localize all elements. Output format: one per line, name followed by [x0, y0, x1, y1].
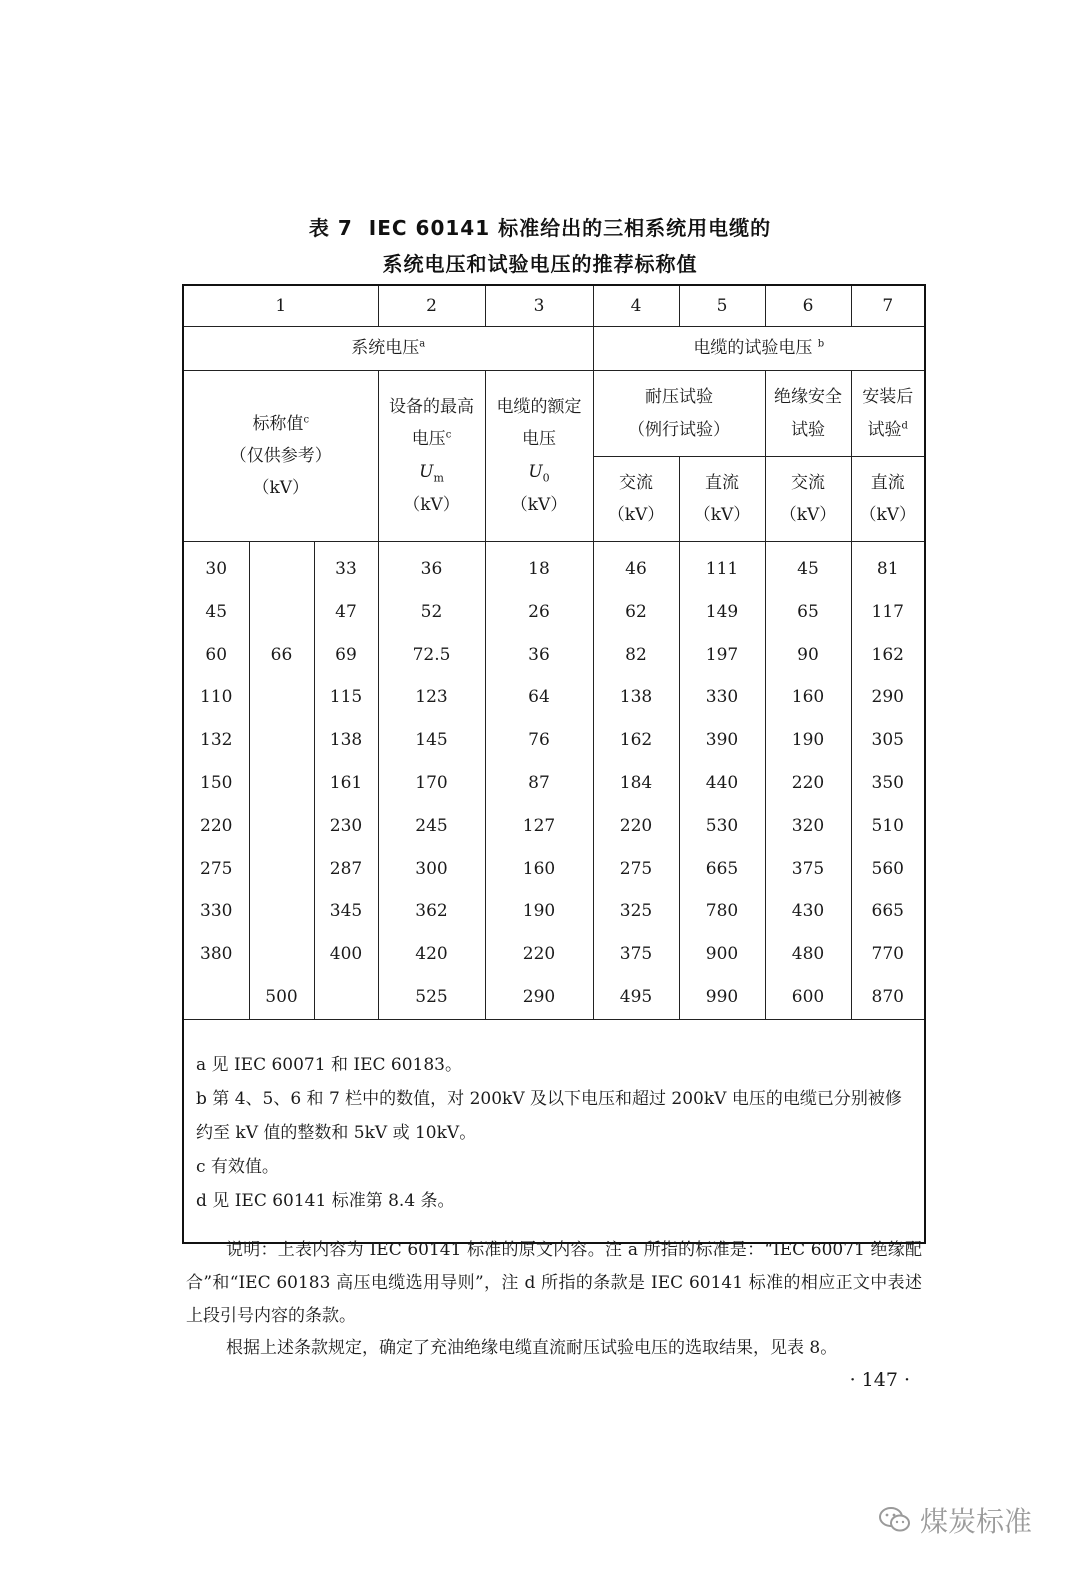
rated-voltage-label: 电缆的额定	[496, 396, 582, 417]
table-title-text: IEC 60141 标准给出的三相系统用电缆的	[368, 216, 772, 240]
header-row-1	[183, 371, 925, 457]
table-cell: 115	[329, 687, 363, 708]
max-voltage-label-2: 电压	[411, 429, 446, 450]
col-number-7: 7	[851, 285, 925, 327]
table-notes	[183, 1019, 925, 1243]
table-cell: 82	[625, 644, 647, 665]
explanation-paragraph: 说明：上表内容为 IEC 60141 标准的原文内容。注 a 所指的标准是：“IEC 60071 绝缘配合”和“IEC 60183 高压电缆选用导则”，注 d 所指的条款是 IEC 60141 标准的相应正文中表述上段引号内容的条款。	[186, 1240, 922, 1326]
table-cell: 117	[871, 601, 904, 622]
table-cell: 510	[871, 815, 904, 836]
table-cell: 138	[329, 730, 363, 751]
col-nominal-b	[249, 542, 314, 1020]
col-withstand-ac	[593, 542, 679, 1020]
sub-dc-7	[851, 457, 925, 542]
after-install-label: 安装后	[862, 387, 914, 408]
col-rated-voltage	[485, 542, 593, 1020]
table-cell: 220	[522, 944, 556, 965]
nominal-note: （仅供参考）	[229, 445, 332, 466]
table-cell: 52	[420, 601, 443, 622]
table-cell: 60	[205, 644, 228, 665]
watermark	[878, 1500, 1032, 1540]
col-number-4: 4	[593, 285, 679, 327]
table-cell: 66	[270, 644, 293, 665]
table-body-row	[183, 542, 925, 1020]
footnote-mark-b: b	[817, 338, 825, 350]
table-cell: 230	[329, 815, 363, 836]
col-nominal-a	[183, 542, 249, 1020]
table-cell: 220	[791, 772, 825, 793]
col-number-5: 5	[679, 285, 765, 327]
table-cell: 665	[871, 901, 904, 922]
table-cell: 26	[528, 601, 550, 622]
column-number-row	[183, 285, 925, 327]
table-cell: 138	[619, 687, 653, 708]
table-cell: 390	[705, 730, 739, 751]
table-cell: 36	[420, 559, 443, 579]
unit-label: （kV）	[859, 505, 917, 525]
table-cell	[250, 548, 314, 591]
header-after-install	[851, 371, 925, 457]
table-cell: 110	[200, 687, 233, 708]
table-cell: 990	[705, 986, 739, 1007]
table-cell: 149	[705, 601, 739, 622]
footnote-mark-c2: c	[445, 429, 452, 441]
table-cell: 287	[329, 858, 363, 879]
table-cell: 290	[871, 687, 904, 708]
note-a: a 见 IEC 60071 和 IEC 60183。	[196, 1054, 462, 1075]
table-cell: 197	[705, 644, 739, 665]
table-cell: 345	[329, 901, 363, 922]
table-cell: 870	[871, 986, 904, 1007]
watermark-text: 煤炭标准	[920, 1505, 1033, 1538]
rated-voltage-unit: （kV）	[510, 494, 568, 515]
header-insulation	[765, 371, 851, 457]
table-cell: 325	[619, 901, 653, 922]
table-title-line1	[0, 212, 1080, 241]
table-cell: 290	[522, 986, 556, 1007]
sub-ac-6	[765, 457, 851, 542]
conclusion-paragraph: 根据上述条款规定，确定了充油绝缘电缆直流耐压试验电压的选取结果，见表 8。	[226, 1338, 838, 1358]
table-cell: 190	[522, 901, 556, 922]
table-cell: 530	[705, 815, 739, 836]
footnote-mark-c: c	[303, 413, 310, 425]
table-cell: 132	[200, 730, 233, 751]
voltage-table	[182, 284, 926, 1244]
insulation-label: 绝缘安全	[774, 387, 842, 408]
note-d: d 见 IEC 60141 标准第 8.4 条。	[196, 1190, 455, 1211]
dc-label: 直流	[870, 472, 905, 493]
col-number-1: 1	[183, 285, 378, 327]
table-cell: 500	[265, 986, 298, 1007]
table-cell	[250, 719, 314, 762]
table-cell	[250, 762, 314, 805]
sub-ac-4	[593, 457, 679, 542]
symbol-um-sub: m	[433, 470, 444, 484]
col-number-2: 2	[378, 285, 485, 327]
header-rated-voltage	[485, 371, 593, 542]
table-cell: 375	[791, 858, 825, 879]
col-number-6: 6	[765, 285, 851, 327]
footnote-mark-a: a	[419, 338, 426, 350]
table-cell: 46	[625, 559, 647, 579]
table-cell	[184, 976, 249, 1019]
unit-label: （kV）	[693, 505, 751, 525]
table-cell: 150	[200, 772, 233, 793]
table-cell: 123	[415, 687, 448, 708]
insulation-label-2: 试验	[791, 419, 825, 440]
table-cell: 170	[415, 772, 448, 793]
col-max-voltage	[378, 542, 485, 1020]
table-cell	[250, 805, 314, 848]
ac-label: 交流	[791, 472, 825, 493]
table-cell: 300	[415, 858, 448, 879]
page-number: · 147 ·	[849, 1369, 910, 1391]
header-max-voltage	[378, 371, 485, 542]
table-cell: 69	[335, 644, 357, 665]
table-cell: 162	[871, 644, 904, 665]
col-insulation-ac	[765, 542, 851, 1020]
table-cell: 220	[200, 815, 233, 836]
table-cell: 350	[871, 772, 904, 793]
table-number: 表 7	[308, 216, 353, 240]
table-cell: 87	[528, 772, 550, 793]
rated-voltage-label-2: 电压	[522, 429, 556, 450]
table-cell: 160	[522, 858, 556, 879]
nominal-label: 标称值	[252, 413, 304, 434]
group-system-label: 系统电压	[351, 338, 420, 359]
table-cell	[315, 976, 378, 1019]
table-cell: 90	[797, 644, 819, 665]
table-cell: 780	[705, 901, 739, 922]
table-cell: 430	[791, 901, 825, 922]
group-system-voltage	[183, 327, 593, 371]
table-cell: 36	[528, 644, 550, 665]
table-cell: 305	[871, 730, 904, 751]
notes-row	[183, 1019, 925, 1243]
table-cell: 600	[791, 986, 825, 1007]
symbol-um: U	[419, 461, 434, 482]
table-cell: 145	[415, 730, 448, 751]
table-cell: 495	[619, 986, 653, 1007]
table-cell: 330	[200, 901, 233, 922]
after-install-label-2: 试验	[867, 419, 902, 440]
table-cell: 362	[415, 901, 448, 922]
table-cell: 420	[415, 944, 448, 965]
table-cell: 18	[528, 559, 550, 579]
table-cell: 375	[619, 944, 653, 965]
col-nominal-c	[314, 542, 378, 1020]
table-cell: 45	[205, 601, 228, 622]
table-cell: 62	[625, 601, 647, 622]
wechat-logo-icon	[878, 1506, 912, 1534]
note-b: b 第 4、5、6 和 7 栏中的数值，对 200kV 及以下电压和超过 200kV 电压的电缆已分别被修约至 kV 值的整数和 5kV 或 10kV。	[196, 1088, 902, 1143]
table-cell: 245	[415, 815, 448, 836]
table-cell: 81	[876, 559, 899, 579]
table-cell: 47	[335, 601, 357, 622]
table-cell: 330	[705, 687, 739, 708]
table-cell	[250, 933, 314, 976]
table-cell: 162	[619, 730, 653, 751]
table-cell: 160	[791, 687, 825, 708]
dc-label: 直流	[705, 472, 739, 493]
ac-label: 交流	[619, 472, 653, 493]
table-cell: 45	[797, 559, 819, 579]
table-cell: 64	[528, 687, 550, 708]
table-cell: 184	[619, 772, 653, 793]
table-cell	[250, 676, 314, 719]
col-after-install-dc	[851, 542, 925, 1020]
withstand-label: 耐压试验	[645, 387, 713, 408]
sub-dc-5	[679, 457, 765, 542]
table-title-line2: 系统电压和试验电压的推荐标称值	[382, 252, 698, 276]
table-cell: 275	[619, 858, 653, 879]
table-cell: 770	[871, 944, 904, 965]
withstand-note: （例行试验）	[628, 419, 730, 440]
header-nominal	[183, 371, 378, 542]
table-cell: 33	[335, 559, 357, 579]
table-cell: 560	[871, 858, 904, 879]
table-cell: 320	[791, 815, 825, 836]
unit-label: （kV）	[607, 505, 665, 525]
table-cell	[250, 591, 314, 634]
footnote-mark-d: d	[901, 419, 908, 431]
symbol-u0: U	[528, 461, 543, 482]
table-cell: 900	[705, 944, 739, 965]
table-cell: 480	[791, 944, 825, 965]
table-cell: 190	[791, 730, 825, 751]
table-cell: 275	[200, 858, 233, 879]
table-cell	[250, 848, 314, 891]
header-withstand	[593, 371, 765, 457]
table-cell: 65	[797, 601, 819, 622]
group-test-label: 电缆的试验电压	[693, 338, 813, 359]
table-cell: 380	[200, 944, 233, 965]
table-cell: 111	[705, 559, 739, 579]
table-cell: 220	[619, 815, 653, 836]
table-cell	[250, 890, 314, 933]
unit-label: （kV）	[779, 505, 837, 525]
table-cell: 30	[205, 559, 228, 579]
table-cell: 525	[415, 986, 448, 1007]
note-c: c 有效值。	[196, 1156, 279, 1177]
max-voltage-label: 设备的最高	[389, 396, 474, 417]
group-header-row	[183, 327, 925, 371]
group-test-voltage	[593, 327, 925, 371]
col-withstand-dc	[679, 542, 765, 1020]
table-cell: 76	[528, 730, 550, 751]
max-voltage-unit: （kV）	[403, 494, 460, 515]
table-cell: 400	[329, 944, 363, 965]
table-cell: 72.5	[412, 644, 451, 665]
col-number-3: 3	[485, 285, 593, 327]
nominal-unit: （kV）	[252, 478, 310, 499]
table-cell: 440	[705, 772, 739, 793]
table-cell: 127	[522, 815, 556, 836]
symbol-u0-sub: 0	[542, 470, 550, 484]
table-cell: 161	[329, 772, 363, 793]
table-cell: 665	[705, 858, 739, 879]
